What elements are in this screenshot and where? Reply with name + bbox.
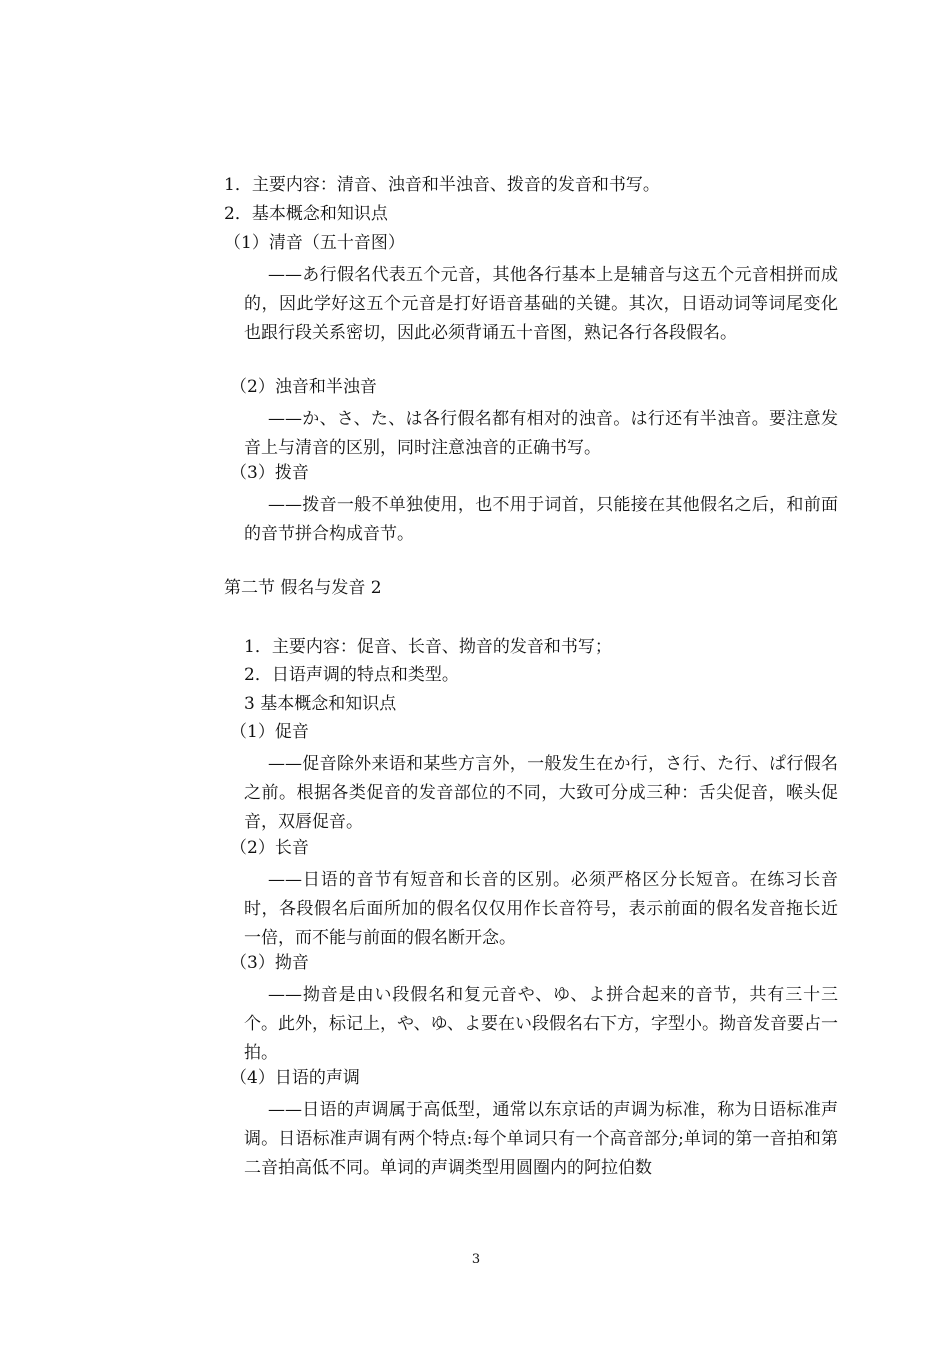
s1-sub3-title: （3）拨音 <box>230 463 309 483</box>
section-heading: 第二节 假名与发音 2 <box>224 578 382 598</box>
s2-sub2-body: ——日语的音节有短音和长音的区别。必须严格区分长短音。在练习长音时，各段假名后面所加的假名仅仅用作长音符号，表示前面的假名发音拖长近一倍，而不能与前面的假名断开念。 <box>244 870 838 948</box>
s1-sub1-body: ——あ行假名代表五个元音，其他各行基本上是辅音与这五个元音相拼而成的，因此学好这五个元音是打好语音基础的关键。其次，日语动词等词尾变化也跟行段关系密切，因此必须背诵五十音图，熟记各行各段假名。 <box>244 265 838 343</box>
s2-sub4-body: ——日语的声调属于高低型，通常以东京话的声调为标准，称为日语标准声调。日语标准声调有两个特点:每个单词只有一个高音部分;单词的第一音拍和第二音拍高低不同。单词的声调类型用圆圈内的阿拉伯数 <box>244 1100 838 1178</box>
s1-sub2-body: ——か、さ、た、は各行假名都有相对的浊音。は行还有半浊音。要注意发音上与清音的区别，同时注意浊音的正确书写。 <box>244 409 838 458</box>
s1-item2: 2．基本概念和知识点 <box>224 204 388 224</box>
s2-sub1-body: ——促音除外来语和某些方言外，一般发生在か行，さ行、た行、ぱ行假名之前。根据各类促音的发音部位的不同，大致可分成三种：舌尖促音，喉头促音，双唇促音。 <box>244 754 838 832</box>
s2-sub3-title: （3）拗音 <box>230 953 309 973</box>
s1-item1: 1．主要内容：清音、浊音和半浊音、拨音的发音和书写。 <box>224 175 660 195</box>
s2-sub2-title: （2）长音 <box>230 838 309 858</box>
s2-item2: 2．日语声调的特点和类型。 <box>244 665 459 685</box>
s2-item1: 1．主要内容：促音、长音、拗音的发音和书写； <box>244 637 612 657</box>
s2-sub3-body: ——拗音是由い段假名和复元音や、ゆ、よ拼合起来的音节，共有三十三个。此外，标记上，や、ゆ、よ要在い段假名右下方，字型小。拗音发音要占一拍。 <box>244 985 838 1063</box>
s1-sub1-title: （1）清音（五十音图） <box>224 233 405 253</box>
s2-sub1-title: （1）促音 <box>230 722 309 742</box>
s1-sub3-body: ——拨音一般不单独使用，也不用于词首，只能接在其他假名之后，和前面的音节拼合构成音节。 <box>244 495 838 544</box>
s1-sub2-title: （2）浊音和半浊音 <box>230 377 377 397</box>
page-number: 3 <box>471 1252 481 1267</box>
s2-item3: 3 基本概念和知识点 <box>244 694 397 714</box>
s2-sub4-title: （4）日语的声调 <box>230 1068 360 1088</box>
